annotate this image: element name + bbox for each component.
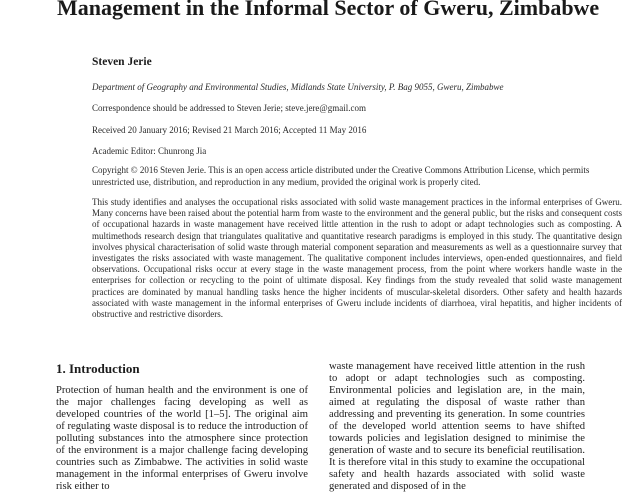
author-affiliation: Department of Geography and Environmental Studies, Midlands State University, P. Bag 9055, Gweru, Zimbabwe [92,82,504,92]
introduction-left-column: Protection of human health and the environment is one of the major challenges facing developing as well as developed countries of the world [1–5]. The original aim of regulating waste disposal is to reduce the introduction of polluting substances into the atmosphere since protection of the environment is a major challenge facing developing countries such as Zimbabwe. The activities in solid waste management in the informal enterprises of Gweru involve risk either to [56,385,308,492]
correspondence-line: Correspondence should be addressed to Steven Jerie; steve.jere@gmail.com [92,103,366,113]
introduction-right-column: waste management have received little attention in the rush to adopt or adapt technologies such as composting. Environmental policies and legislation are, in the main, aimed at regulating the disposal of waste rather than addressing and preventing its generation. In some countries of the developed world attention seems to have shifted towards policies and legislation designed to minimise the generation of waste and to secure its beneficial reutilisation. It is therefore vital in this study to examine the occupational safety and health hazards associated with solid waste generated and disposed of in the [329,361,585,492]
abstract-text: This study identifies and analyses the occupational risks associated with solid waste management practices in the informal enterprises of Gweru. Many concerns have been raised about the potential harm from waste to the environment and the general public, but the risks and consequent costs of occupational hazards in waste management have received little attention in the rush to adopt or adapt technologies such as composting. A multimethods research design that triangulates qualitative and quantitative research paradigms is employed in this study. The quantitative design involves physical characterisation of solid waste through material component separation and measurements as well as a questionnaire survey that investigates the risks associated with waste management. The qualitative component includes interviews, open-ended questionnaires, and field observations. Occupational risks occur at every stage in the waste management process, from the point where workers handle waste in the enterprises for collection or recycling to the point of ultimate disposal. Key findings from the study revealed that solid waste management practices are dominated by manual handling tasks hence the higher incidents of muscular-skeletal disorders. Other safety and health hazards associated with waste management in the informal enterprises of Gweru include incidents of diarrhoea, viral hepatitis, and higher incidents of obstructive and restrictive disorders. [92,197,622,320]
section-heading-introduction: 1. Introduction [56,361,140,376]
received-dates: Received 20 January 2016; Revised 21 March 2016; Accepted 11 May 2016 [92,125,367,135]
paper-title: Management in the Informal Sector of Gweru, Zimbabwe [57,0,600,20]
copyright-notice: Copyright © 2016 Steven Jerie. This is an open access article distributed under the Creative Commons Attribution License, which permits unrestricted use, distribution, and reproduction in any medium, provided the original work is properly cited. [92,165,590,187]
academic-editor: Academic Editor: Chunrong Jia [92,146,207,156]
author-name: Steven Jerie [92,56,152,68]
